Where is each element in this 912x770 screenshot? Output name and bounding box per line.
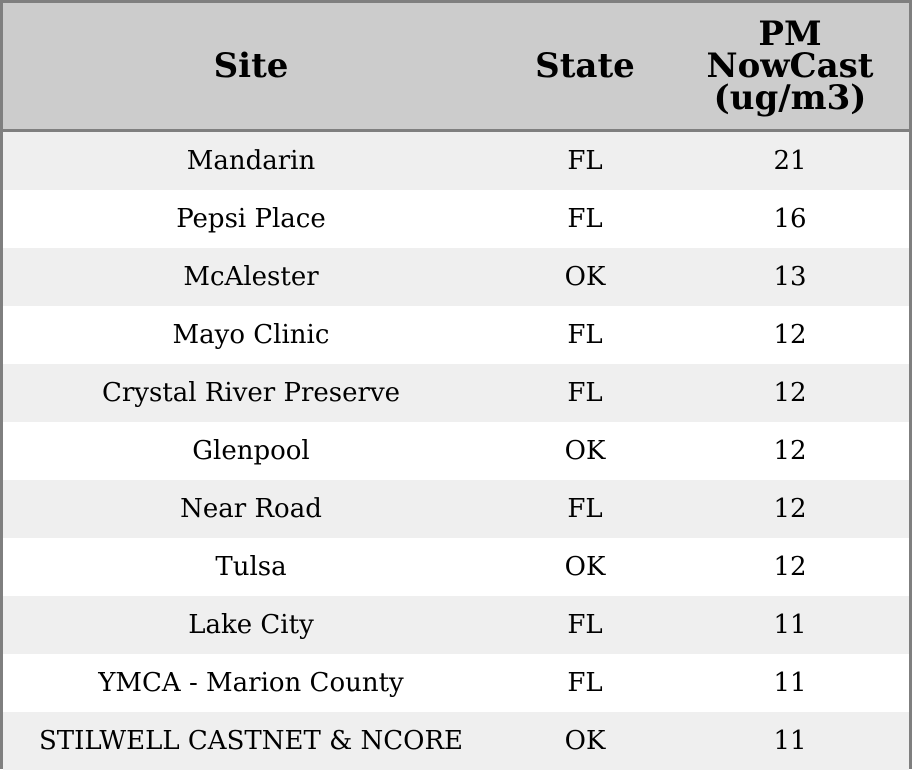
- cell-pm-value: 12: [773, 436, 807, 466]
- cell-site: Mayo Clinic: [172, 320, 330, 350]
- table-row: [3, 248, 909, 306]
- table-header: [3, 3, 909, 132]
- cell-pm-value: 21: [773, 146, 807, 176]
- cell-state: OK: [564, 262, 606, 292]
- cell-pm-value: 12: [773, 320, 807, 350]
- header-state-label: State: [535, 46, 635, 86]
- cell-site: McAlester: [183, 262, 319, 292]
- cell-site: STILWELL CASTNET & NCORE: [38, 726, 463, 756]
- table-row: [3, 480, 909, 538]
- table-row: [3, 190, 909, 248]
- cell-pm-value: 11: [773, 668, 807, 698]
- cell-pm-value: 13: [773, 262, 807, 292]
- cell-pm-value: 12: [773, 552, 807, 582]
- cell-pm-value: 12: [773, 494, 807, 524]
- cell-state: FL: [567, 494, 603, 524]
- cell-site: Near Road: [180, 494, 322, 524]
- cell-state: FL: [567, 378, 603, 408]
- cell-site: Mandarin: [186, 146, 316, 176]
- cell-state: FL: [567, 204, 603, 234]
- header-state: [499, 3, 671, 129]
- table-body: [3, 132, 909, 770]
- cell-site: Crystal River Preserve: [101, 378, 401, 408]
- table-row: [3, 712, 909, 770]
- cell-site: Lake City: [188, 610, 314, 640]
- cell-state: OK: [564, 552, 606, 582]
- table-row: [3, 132, 909, 190]
- cell-pm-value: 11: [773, 726, 807, 756]
- cell-site: Tulsa: [215, 552, 287, 582]
- table-row: [3, 538, 909, 596]
- cell-state: FL: [567, 610, 603, 640]
- cell-pm-value: 16: [773, 204, 807, 234]
- table-row: [3, 654, 909, 712]
- header-site: [3, 3, 499, 129]
- cell-site: Glenpool: [192, 436, 310, 466]
- table-row: [3, 422, 909, 480]
- cell-pm-value: 12: [773, 378, 807, 408]
- header-pm-line-1: PM: [758, 14, 822, 54]
- table-row: [3, 306, 909, 364]
- header-pm-line-3: (ug/m3): [713, 78, 867, 118]
- header-pm-nowcast: [671, 3, 909, 129]
- cell-site: YMCA - Marion County: [98, 668, 404, 698]
- cell-state: FL: [567, 668, 603, 698]
- cell-state: OK: [564, 726, 606, 756]
- cell-state: FL: [567, 146, 603, 176]
- cell-state: OK: [564, 436, 606, 466]
- table-row: [3, 364, 909, 422]
- header-pm-line-2: NowCast: [706, 46, 874, 86]
- table-row: [3, 596, 909, 654]
- header-site-label: Site: [213, 46, 289, 86]
- cell-pm-value: 11: [773, 610, 807, 640]
- cell-state: FL: [567, 320, 603, 350]
- cell-site: Pepsi Place: [176, 204, 326, 234]
